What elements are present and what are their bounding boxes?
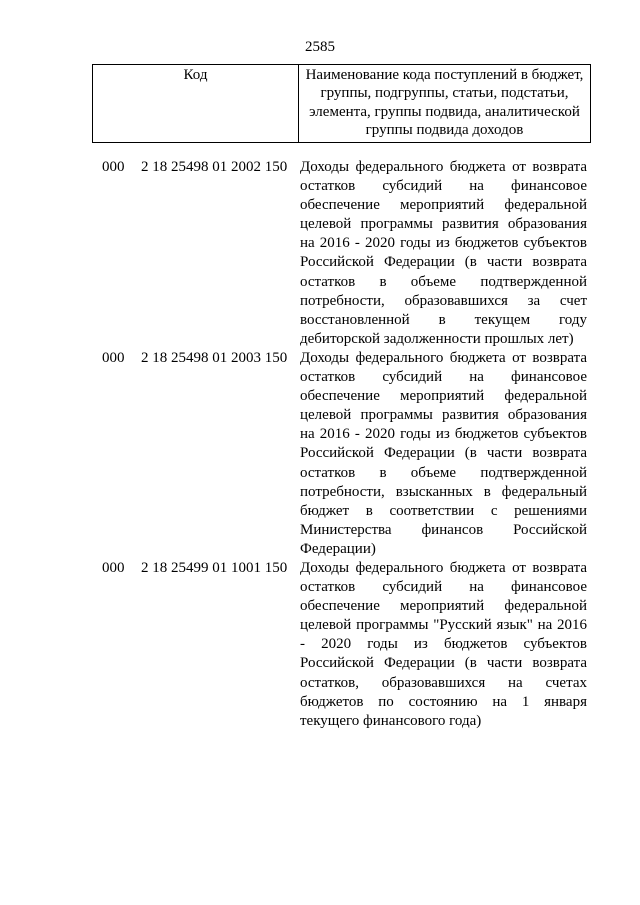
row-admin-code: 000 xyxy=(102,159,125,175)
table-row xyxy=(0,349,640,559)
row-revenue-code: 2 18 25498 01 2003 150 xyxy=(141,349,288,366)
row-revenue-code: 2 18 25498 01 2002 150 xyxy=(141,159,288,175)
page-number: 2585 xyxy=(305,39,335,55)
header-name-column: Наименование кода поступлений в бюджет, группы, подгруппы, статьи, подстатьи, элемента, группы подвида, аналитической группы подвида доходов xyxy=(305,67,584,139)
table-row xyxy=(0,158,640,349)
row-description: Доходы федерального бюджета от возврата остатков субсидий на финансовое обеспечение мероприятий федеральной целевой программы развития образования на 2016 - 2020 годы из бюджетов субъектов Российской Федерации (в части возврата остатков в объеме подтвержденной потребности, образовавшихся за счет восстановленной в текущем году дебиторской задолженности прошлых лет) xyxy=(300,159,587,347)
table-header xyxy=(92,64,591,143)
row-description: Доходы федерального бюджета от возврата остатков субсидий на финансовое обеспечение мероприятий федеральной целевой программы развития образования на 2016 - 2020 годы из бюджетов субъектов Российской Федерации (в части возврата остатков в объеме подтвержденной потребности, взысканных в федеральный бюджет в соответствии с решениями Министерства финансов Российской Федерации) xyxy=(300,349,587,557)
header-code-column: Код xyxy=(93,65,299,142)
table-row xyxy=(0,559,640,731)
row-description: Доходы федерального бюджета от возврата остатков субсидий на финансовое обеспечение мероприятий федеральной целевой программы "Русский язык" на 2016 - 2020 годы из бюджетов субъектов Российской Федерации (в части возврата остатков, образовавшихся на счетах бюджетов по состоянию на 1 января текущего финансового года) xyxy=(300,559,587,729)
row-admin-code: 000 xyxy=(102,559,125,576)
table-body xyxy=(0,158,640,731)
row-revenue-code: 2 18 25499 01 1001 150 xyxy=(141,559,288,576)
row-admin-code: 000 xyxy=(102,349,125,366)
